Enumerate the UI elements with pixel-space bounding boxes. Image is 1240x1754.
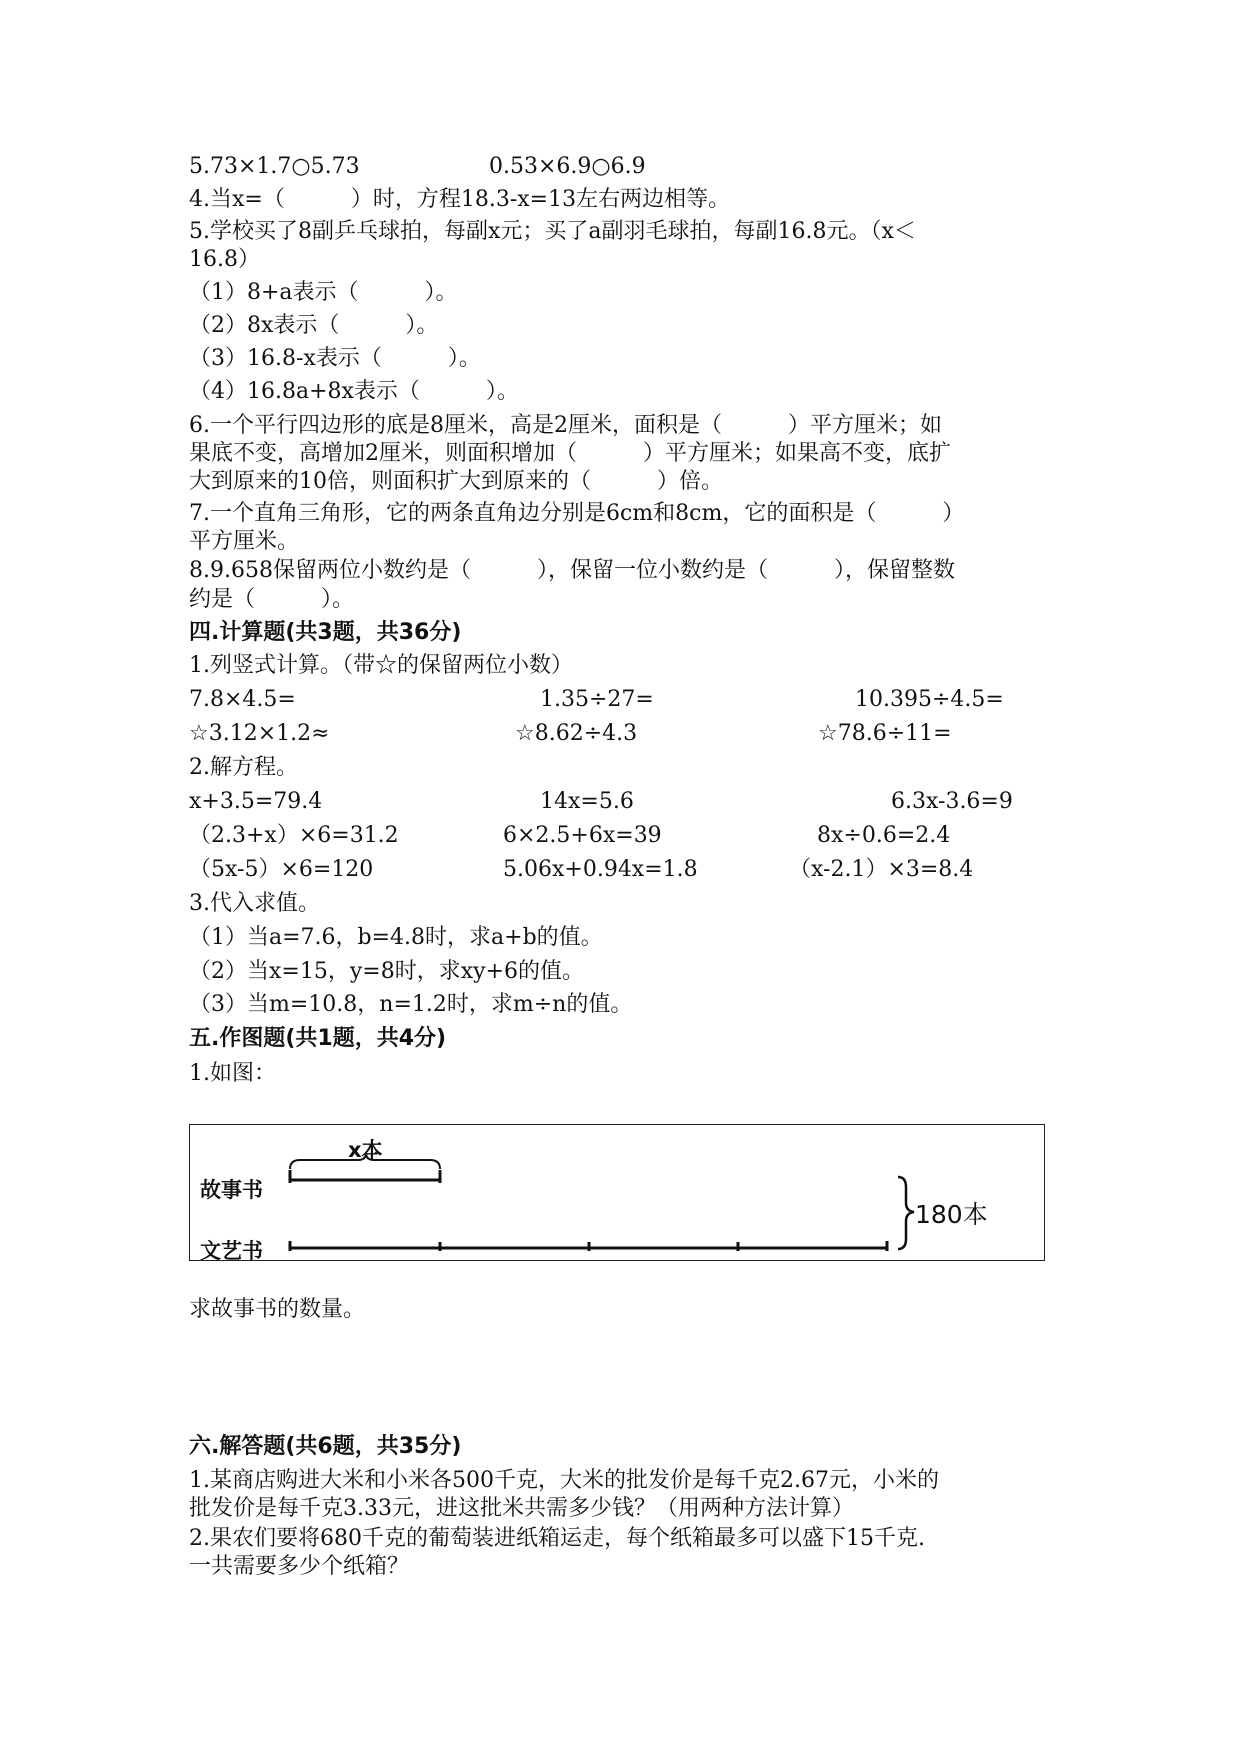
section-5-heading: 五.作图题(共1题，共4分) bbox=[189, 1026, 447, 1051]
drawing-q1-title: 1.如图： bbox=[189, 1061, 276, 1086]
calc-q1-item: ☆8.62÷4.3 bbox=[515, 721, 638, 746]
question-7-line-1: 7.一个直角三角形，它的两条直角边分别是6cm和8cm，它的面积是（ ） bbox=[189, 501, 965, 526]
question-5-sub-4: （4）16.8a+8x表示（ ）。 bbox=[189, 379, 519, 404]
equation-item: （5x-5）×6=120 bbox=[189, 857, 374, 882]
question-5-sub-2: （2）8x表示（ ）。 bbox=[189, 313, 439, 338]
calc-q3-sub-2: （2）当x=15，y=8时，求xy+6的值。 bbox=[189, 959, 584, 984]
x-books-label: x本 bbox=[348, 1138, 383, 1162]
answer-q2-line-2: 一共需要多少个纸箱？ bbox=[189, 1554, 410, 1579]
question-8-line-2: 约是（ ）。 bbox=[189, 587, 355, 612]
question-5-line-2: 16.8） bbox=[189, 247, 260, 272]
literature-book-label: 文艺书 bbox=[200, 1239, 263, 1263]
calc-q1-title: 1.列竖式计算。（带☆的保留两位小数） bbox=[189, 653, 573, 678]
section-6-heading: 六.解答题(共6题，共35分) bbox=[189, 1434, 462, 1459]
question-6-line-1: 6.一个平行四边形的底是8厘米，高是2厘米，面积是（ ）平方厘米；如 bbox=[189, 413, 942, 438]
calc-q1-item: 10.395÷4.5= bbox=[855, 687, 1004, 712]
comparison-item-left: 5.73×1.7○5.73 bbox=[189, 154, 360, 179]
section-4-heading: 四.计算题(共3题，共36分) bbox=[189, 620, 462, 645]
question-6-line-3: 大到原来的10倍，则面积扩大到原来的（ ）倍。 bbox=[189, 469, 723, 494]
calc-q1-item: 1.35÷27= bbox=[540, 687, 654, 712]
answer-q2-line-1: 2.果农们要将680千克的葡萄装进纸箱运走，每个纸箱最多可以盛下15千克. bbox=[189, 1526, 925, 1551]
calc-q3-sub-1: （1）当a=7.6，b=4.8时，求a+b的值。 bbox=[189, 925, 603, 950]
question-5-line-1: 5.学校买了8副乒乓球拍，每副x元；买了a副羽毛球拍，每副16.8元。（x＜ bbox=[189, 219, 916, 244]
total-books-label: 180本 bbox=[915, 1200, 988, 1229]
equation-item: 8x÷0.6=2.4 bbox=[817, 823, 951, 848]
equation-item: x+3.5=79.4 bbox=[189, 789, 323, 814]
question-8-line-1: 8.9.658保留两位小数约是（ ），保留一位小数约是（ ），保留整数 bbox=[189, 558, 955, 583]
calc-q2-title: 2.解方程。 bbox=[189, 755, 298, 780]
segment-diagram bbox=[189, 1124, 1045, 1261]
calc-q3-sub-3: （3）当m=10.8，n=1.2时，求m÷n的值。 bbox=[189, 992, 633, 1017]
total-brace bbox=[898, 1177, 914, 1249]
segment-diagram-lines bbox=[190, 1125, 1046, 1262]
question-7-line-2: 平方厘米。 bbox=[189, 529, 300, 554]
question-5-sub-1: （1）8+a表示（ ）。 bbox=[189, 280, 458, 305]
story-book-label: 故事书 bbox=[200, 1178, 263, 1202]
answer-q1-line-1: 1.某商店购进大米和小米各500千克，大米的批发价是每千克2.67元，小米的 bbox=[189, 1468, 939, 1493]
drawing-question: 求故事书的数量。 bbox=[189, 1297, 366, 1322]
calc-q1-item: ☆78.6÷11= bbox=[818, 721, 952, 746]
calc-q1-item: ☆3.12×1.2≈ bbox=[189, 721, 330, 746]
calc-q3-title: 3.代入求值。 bbox=[189, 891, 320, 916]
equation-item: （2.3+x）×6=31.2 bbox=[189, 823, 399, 848]
comparison-item-right: 0.53×6.9○6.9 bbox=[489, 154, 646, 179]
equation-item: （x-2.1）×3=8.4 bbox=[789, 857, 974, 882]
equation-item: 5.06x+0.94x=1.8 bbox=[503, 857, 698, 882]
equation-item: 6×2.5+6x=39 bbox=[503, 823, 662, 848]
equation-item: 14x=5.6 bbox=[540, 789, 634, 814]
calc-q1-item: 7.8×4.5= bbox=[189, 687, 296, 712]
equation-item: 6.3x-3.6=9 bbox=[891, 789, 1013, 814]
question-5-sub-3: （3）16.8-x表示（ ）。 bbox=[189, 346, 481, 371]
answer-q1-line-2: 批发价是每千克3.33元，进这批米共需多少钱？（用两种方法计算） bbox=[189, 1496, 854, 1521]
question-6-line-2: 果底不变，高增加2厘米，则面积增加（ ）平方厘米；如果高不变，底扩 bbox=[189, 441, 951, 466]
question-4: 4.当x=（ ）时，方程18.3-x=13左右两边相等。 bbox=[189, 187, 731, 212]
